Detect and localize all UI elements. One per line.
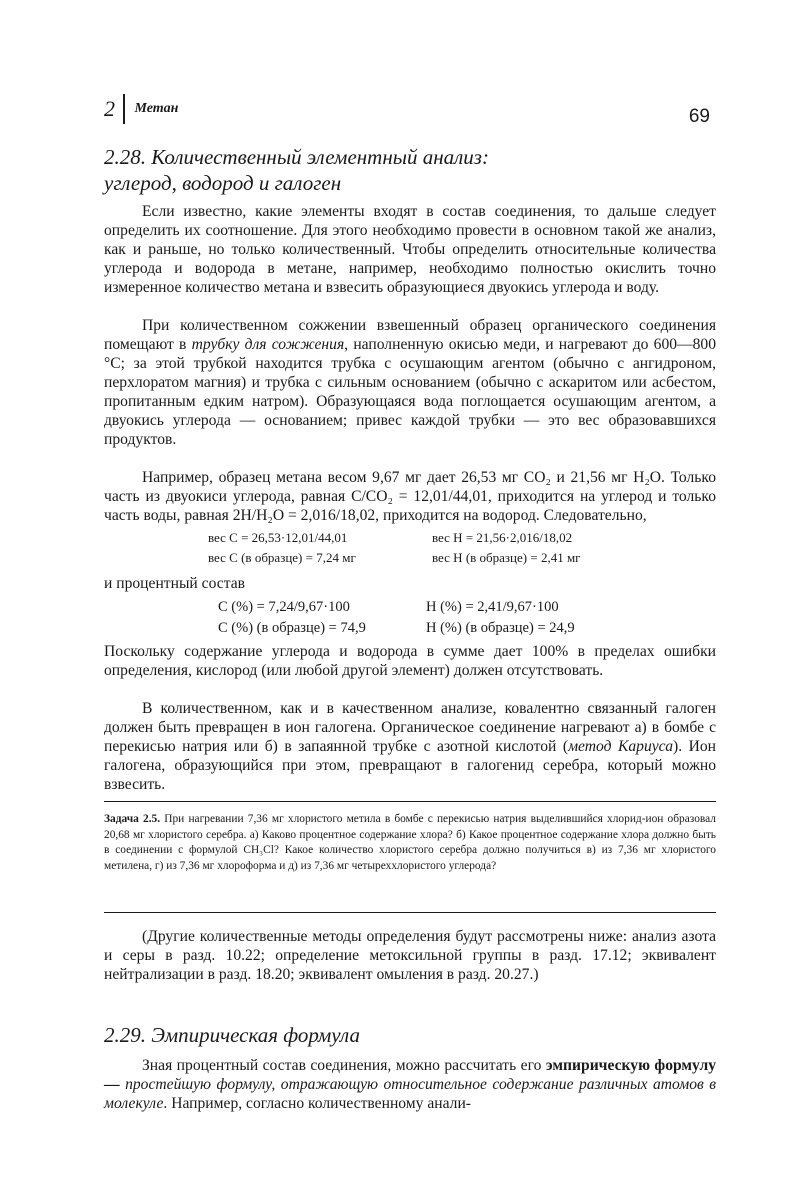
term-dash: — bbox=[104, 1076, 126, 1093]
chapter-title: Метан bbox=[134, 101, 179, 116]
paragraph-empirical-b: . Например, согласно количественному анали- bbox=[163, 1095, 472, 1112]
problem-rule-bottom bbox=[104, 912, 716, 913]
paragraph-percent-intro: и процентный состав bbox=[104, 575, 245, 592]
equation-c-percent: C (%) = 7,24/9,67·100 bbox=[218, 599, 350, 615]
section-heading-line-1: 2.28. Количественный элементный анализ: bbox=[104, 145, 489, 169]
chapter-number: 2 bbox=[104, 96, 115, 121]
paragraph-conclusion: Поскольку содержание углерода и водорода в сумме дает 100% в пределах ошибки определения, кислород (или любой другой элемент) должен отсутствовать. bbox=[104, 643, 716, 679]
problem-text: При нагревании 7,36 мг хлористого метила в бомбе с перекисью натрия выделившийся хлорид-ион образовал 20,68 мг хлористого серебра. а) Каково процентное содержание хлора? б) Какое процентное содержание хлора должно быть в соединении с формулой CH₃Cl? Какое количество хлористого серебра должно получиться в) из 7,36 мг хлористого метилена, г) из 7,36 мг хлороформа и д) из 7,36 мг четыреххлористого углерода? bbox=[104, 813, 716, 872]
section-heading-2-29: 2.29. Эмпирическая формула bbox=[104, 1023, 360, 1047]
paragraph-empirical-a: Зная процентный состав соединения, можно рассчитать его bbox=[142, 1057, 546, 1074]
problem-rule-top bbox=[104, 801, 716, 802]
paragraph-halogen-a: В количественном, как и в качественном анализе, ковалентно связанный галоген должен быть превращен в ион галогена. Органическое соединение нагревают а) в бомбе с перекисью натрия или б) в запаянной трубке с азотной кислотой ( bbox=[104, 700, 716, 755]
paragraph-intro: Если известно, какие элементы входят в состав соединения, то дальше следует определить их соотношение. Для этого необходимо провести в основном такой же анализ, как и раньше, но только количественный. Чтобы определить относительные количества углерода и водорода в метане, например, необходимо полностью окислить точно измеренное количество метана и взвесить образующиеся двуокись углерода и воду. bbox=[104, 203, 716, 296]
problem-label: Задача 2.5. bbox=[104, 813, 161, 825]
equation-c-weight: вес C = 26,53·12,01/44,01 bbox=[208, 530, 348, 545]
term-carius-method: метод Кариуса bbox=[568, 738, 673, 755]
equation-h-percent: H (%) = 2,41/9,67·100 bbox=[426, 599, 559, 615]
paragraph-combustion bbox=[104, 316, 716, 449]
term-empirical-formula: эмпирическую формулу bbox=[545, 1057, 717, 1074]
paragraph-empirical-formula bbox=[104, 1056, 716, 1113]
equation-h-percent-sample: H (%) (в образце) = 24,9 bbox=[426, 620, 575, 636]
running-head bbox=[104, 94, 178, 124]
running-head-divider bbox=[123, 94, 125, 124]
paragraph-halogen-b: ). Ион галогена, образующийся при этом, превращают в галогенид серебра, который можно взвесить. bbox=[104, 738, 716, 793]
section-heading-line-2: углерод, водород и галоген bbox=[104, 171, 342, 195]
paragraph-combustion-a: При количественном сожжении взвешенный образец органического соединения помещают в bbox=[104, 317, 716, 353]
equation-h-weight: вес H = 21,56·2,016/18,02 bbox=[432, 530, 573, 545]
section-heading-2-28 bbox=[104, 144, 716, 196]
paragraph-example: Например, образец метана весом 9,67 мг дает 26,53 мг CO₂ и 21,56 мг H₂O. Только часть из двуокиси углерода, равная C/CO₂ = 12,01/44,01, приходится на углерод и только часть воды, равная 2H/H₂O = 2,016/18,02, приходится на водород. Следовательно, bbox=[104, 469, 716, 524]
paragraph-other-methods: (Другие количественные методы определения будут рассмотрены ниже: анализ азота и серы в разд. 10.22; определение метоксильной группы в разд. 17.12; эквивалент нейтрализации в разд. 18.20; эквивалент омыления в разд. 20.27.) bbox=[104, 928, 716, 983]
book-page bbox=[104, 0, 716, 1200]
equation-c-sample: вес C (в образце) = 7,24 мг bbox=[208, 550, 356, 565]
paragraph-combustion-b: , наполненную окисью меди, и нагревают до 600—800 °C; за этой трубкой находится трубка с осушающим агентом (обычно с ангидроном, перхлоратом магния) и трубка с сильным основанием (обычно с аскаритом или асбестом, пропитанным едким натром). Образующаяся вода поглощается осушающим агентом, а двуокись углерода — основанием; привес каждой трубки — это вес образовавшихся продуктов. bbox=[104, 336, 717, 448]
equation-h-sample: вес H (в образце) = 2,41 мг bbox=[432, 550, 581, 565]
problem-2-5 bbox=[104, 812, 716, 874]
empirical-formula-definition: простейшую формулу, отражающую относительное содержание различных атомов в молекуле bbox=[104, 1076, 717, 1112]
equation-c-percent-sample: C (%) (в образце) = 74,9 bbox=[218, 620, 366, 636]
term-combustion-tube: трубку для сожжения bbox=[191, 336, 345, 353]
paragraph-halogen bbox=[104, 699, 716, 794]
page-number: 69 bbox=[688, 106, 710, 127]
